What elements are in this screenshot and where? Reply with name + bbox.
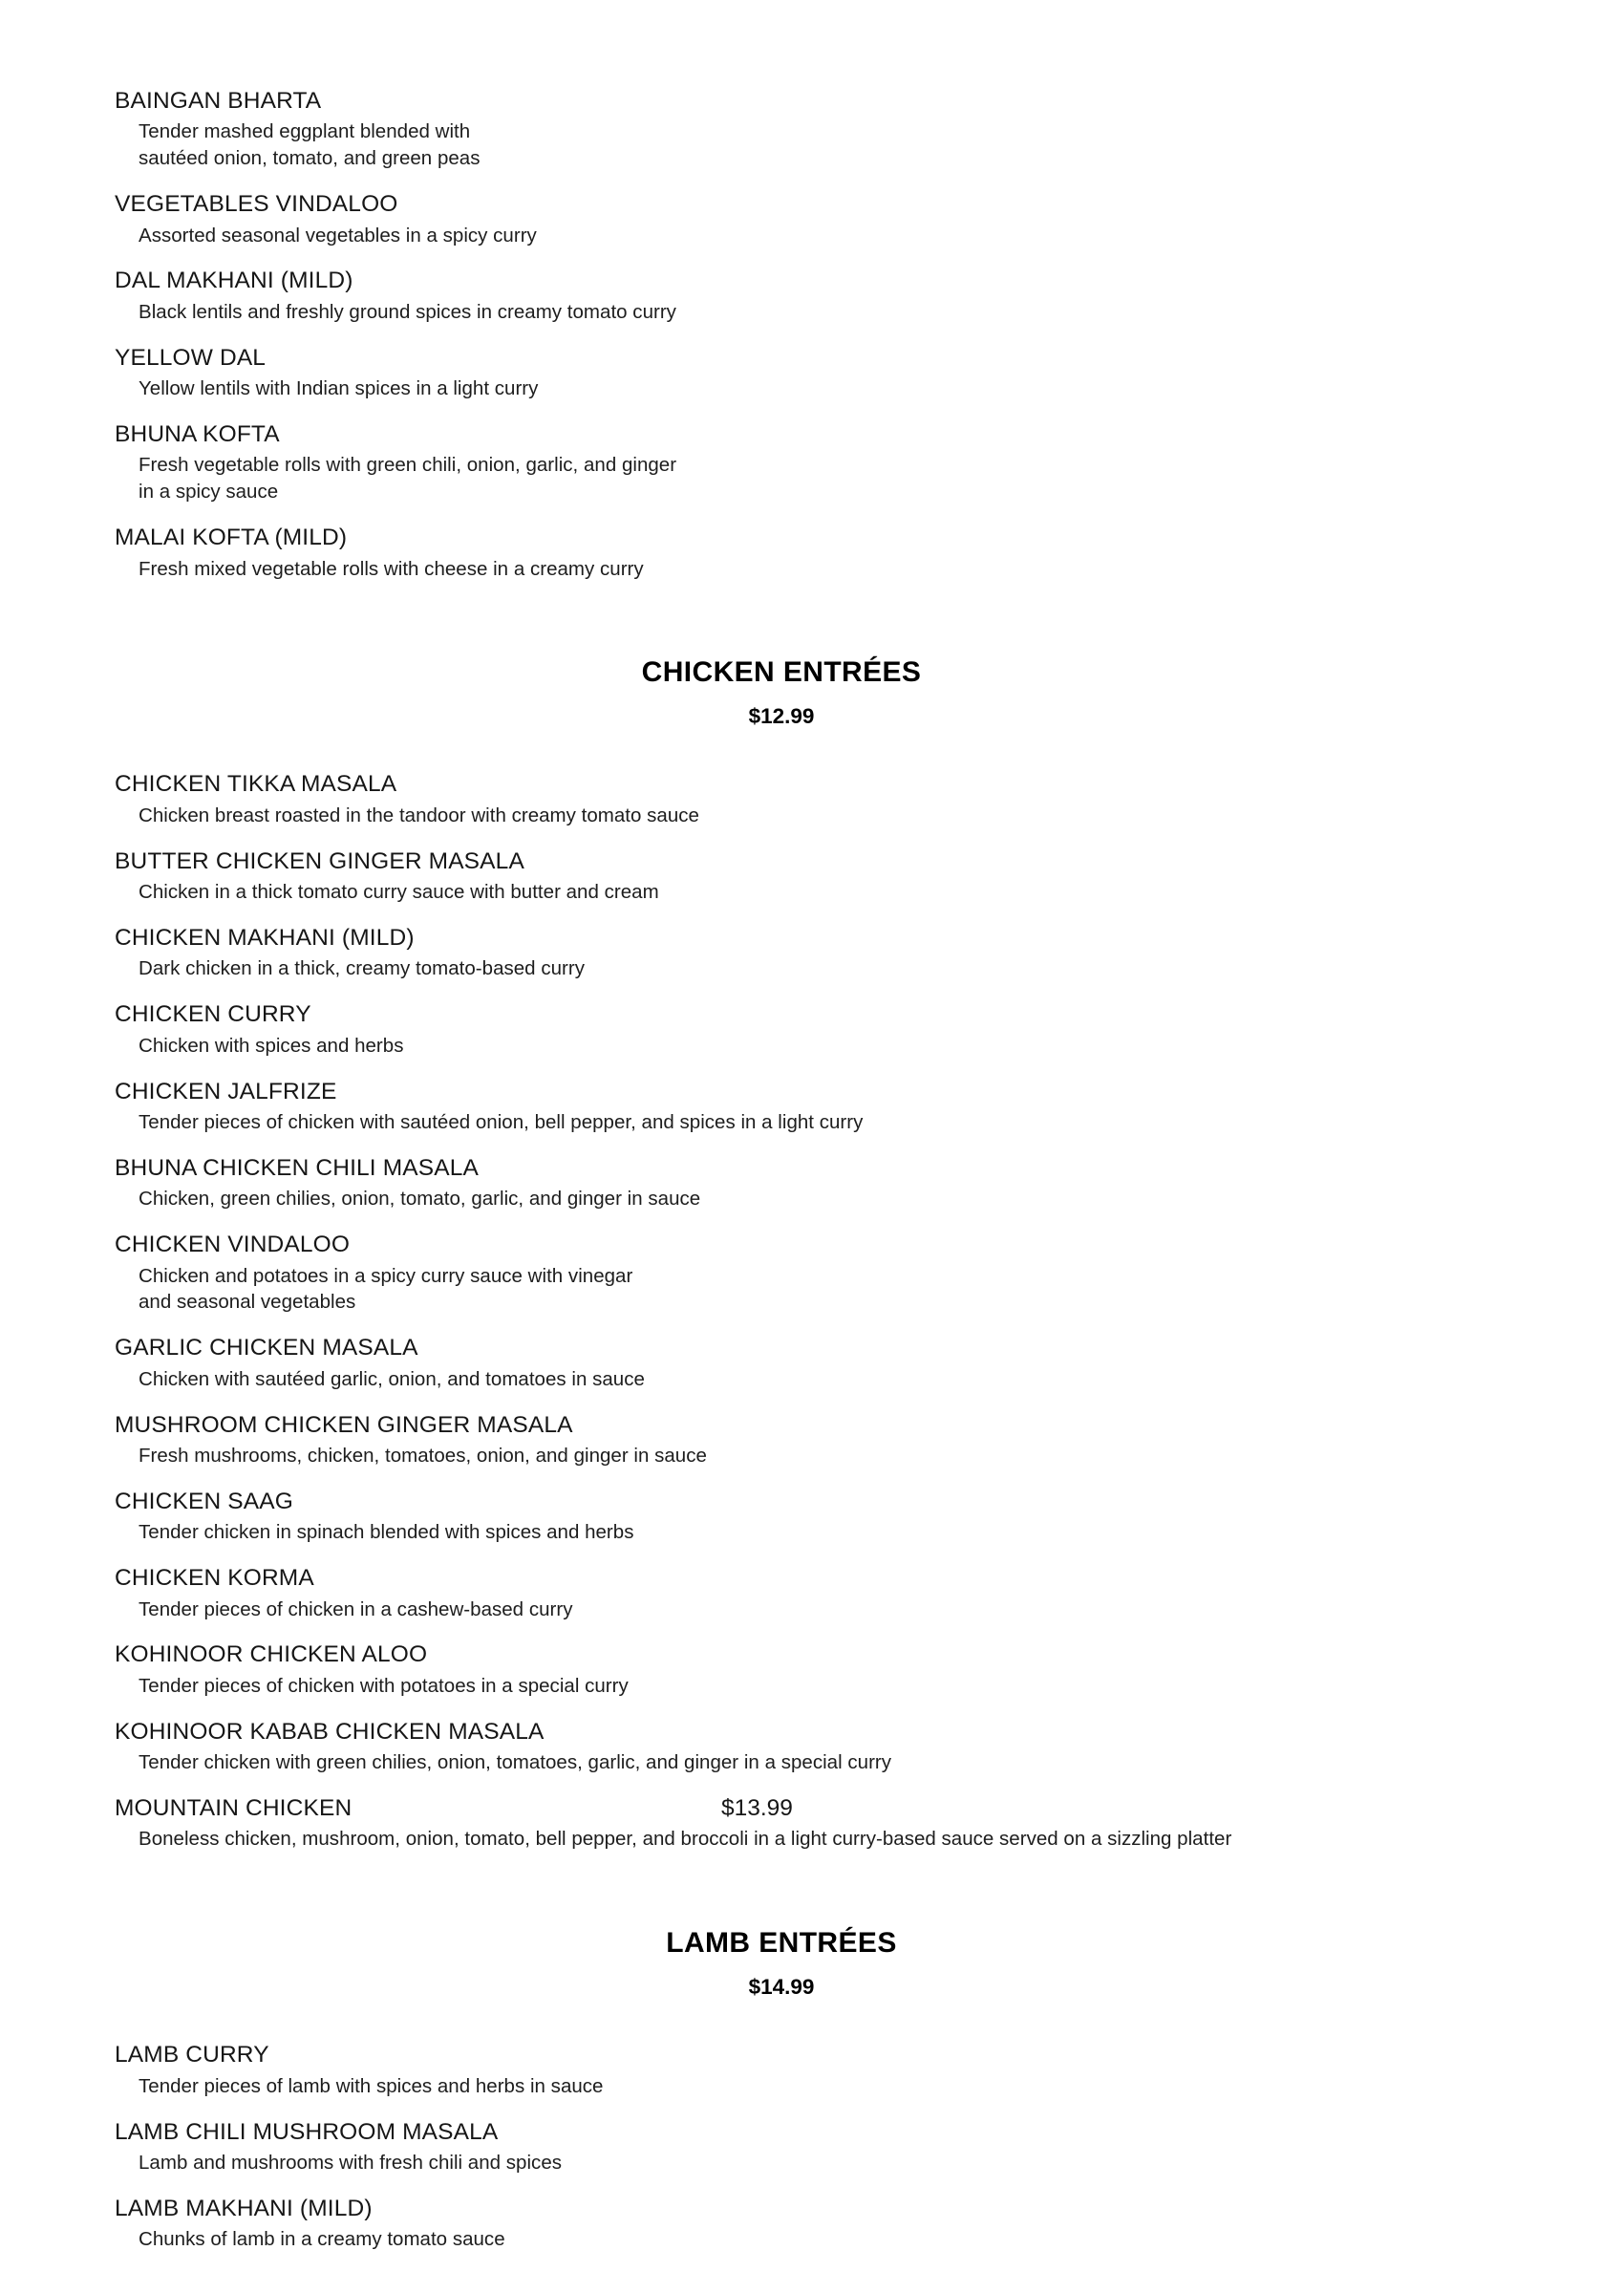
menu-item-description: [139, 1263, 1509, 1317]
menu-item-name: BAINGAN BHARTA: [115, 88, 322, 114]
menu-item-description-line: sautéed onion, tomato, and green peas: [139, 147, 481, 170]
menu-item-description: [139, 452, 1509, 505]
menu-item-price: $13.99: [721, 1794, 793, 1821]
menu-item-description: [139, 299, 1509, 326]
section-price: $14.99: [748, 1975, 815, 2000]
menu-item-name: KOHINOOR CHICKEN ALOO: [115, 1641, 428, 1668]
menu-item-description: [139, 879, 1509, 906]
menu-item: [115, 191, 1509, 248]
menu-item-description-line: Chicken, green chilies, onion, tomato, garlic, and ginger in sauce: [139, 1188, 701, 1211]
section-spacer: [115, 2000, 1509, 2042]
menu-item-description: [139, 2150, 1509, 2176]
menu-item-description-line: Chicken in a thick tomato curry sauce with butter and cream: [139, 881, 659, 904]
menu-item: [115, 1232, 1509, 1316]
menu-item-description-line: Chicken with sautéed garlic, onion, and tomatoes in sauce: [139, 1367, 645, 1390]
menu-item-name: CHICKEN TIKKA MASALA: [115, 771, 397, 798]
menu-item-description-line: Tender pieces of chicken in a cashew-based curry: [139, 1597, 573, 1620]
menu-item-description-line: Boneless chicken, mushroom, onion, tomato, bell pepper, and broccoli in a light curry-based sauce served on a sizzling platter: [139, 1828, 1232, 1851]
menu-item-name: BHUNA KOFTA: [115, 421, 280, 447]
menu-item-description: [139, 1749, 1509, 1776]
menu-item-description-line: Chunks of lamb in a creamy tomato sauce: [139, 2228, 505, 2251]
menu-item-name: YELLOW DAL: [115, 344, 267, 371]
menu-item-description-line: Tender chicken with green chilies, onion, tomatoes, garlic, and ginger in a special curry: [139, 1751, 892, 1774]
menu-item: [115, 1079, 1509, 1136]
menu-item-description: [139, 955, 1509, 982]
menu-item-description: [139, 1597, 1509, 1623]
section-price: $12.99: [748, 704, 815, 729]
menu-item-name: BUTTER CHICKEN GINGER MASALA: [115, 847, 524, 874]
menu-item-description-line: Yellow lentils with Indian spices in a light curry: [139, 377, 539, 400]
section-title: LAMB ENTRÉES: [666, 1927, 897, 1960]
menu-item-description-line: Tender chicken in spinach blended with spices and herbs: [139, 1521, 634, 1544]
menu-item-description: [139, 1519, 1509, 1546]
menu-item-description-line: Tender pieces of lamb with spices and herbs in sauce: [139, 2074, 604, 2097]
menu-item: [115, 1001, 1509, 1059]
menu-item-name: GARLIC CHICKEN MASALA: [115, 1335, 418, 1361]
menu-item-name: MALAI KOFTA (MILD): [115, 525, 348, 551]
section-title: CHICKEN ENTRÉES: [641, 656, 922, 689]
section-spacer: [115, 729, 1509, 771]
menu-item-description: [139, 2226, 1509, 2253]
menu-item-name: LAMB CURRY: [115, 2042, 269, 2068]
menu-item: [115, 345, 1509, 402]
menu-item: [115, 2042, 1509, 2099]
menu-item-description: [139, 1443, 1509, 1469]
menu-item-name: VEGETABLES VINDALOO: [115, 191, 398, 218]
menu-item-name: CHICKEN CURRY: [115, 1001, 311, 1028]
menu-item: [115, 2119, 1509, 2176]
menu-item-description: [139, 1366, 1509, 1393]
menu-item: [115, 2196, 1509, 2253]
menu-item: [115, 1489, 1509, 1546]
menu-item-name: CHICKEN SAAG: [115, 1488, 293, 1514]
menu-item: [115, 848, 1509, 906]
menu-item-name: CHICKEN JALFRIZE: [115, 1078, 337, 1104]
menu-item-description-line: Chicken with spices and herbs: [139, 1034, 404, 1057]
menu-item: [115, 1565, 1509, 1622]
menu-item-description-line: Fresh mixed vegetable rolls with cheese in a creamy curry: [139, 557, 644, 580]
menu-item-description: [139, 2073, 1509, 2100]
menu-item-description-line: Chicken breast roasted in the tandoor with creamy tomato sauce: [139, 804, 699, 826]
menu-item-description-line: Fresh vegetable rolls with green chili, onion, garlic, and ginger: [139, 454, 677, 477]
menu-item-name: BHUNA CHICKEN CHILI MASALA: [115, 1154, 480, 1181]
menu-item-description-line: Tender pieces of chicken with potatoes in a special curry: [139, 1674, 629, 1697]
menu-item-name: KOHINOOR KABAB CHICKEN MASALA: [115, 1718, 545, 1745]
menu-item-description: [139, 1826, 1509, 1853]
menu-item-description: [139, 375, 1509, 402]
menu-item-name: CHICKEN VINDALOO: [115, 1232, 351, 1258]
menu-item: [115, 525, 1509, 582]
menu-item-description: [139, 118, 1509, 172]
menu-item: [115, 1719, 1509, 1776]
menu-item-description-line: Assorted seasonal vegetables in a spicy curry: [139, 224, 537, 246]
menu-item: [115, 88, 1509, 172]
menu-item-description-line: and seasonal vegetables: [139, 1291, 356, 1314]
menu-item: [115, 925, 1509, 982]
menu-item-description-line: Chicken and potatoes in a spicy curry sauce with vinegar: [139, 1264, 633, 1287]
menu-item: [115, 1155, 1509, 1212]
menu-item: [115, 771, 1509, 828]
menu-item: [115, 1641, 1509, 1699]
menu-item-name: DAL MAKHANI (MILD): [115, 268, 353, 294]
menu-item-description: [139, 803, 1509, 829]
menu-item-description-line: Tender pieces of chicken with sautéed onion, bell pepper, and spices in a light curry: [139, 1110, 864, 1133]
menu-item-description-line: Tender mashed eggplant blended with: [139, 120, 471, 143]
section-spacer: [115, 601, 1509, 656]
menu-item-description: [139, 1186, 1509, 1212]
menu-item-description: [139, 223, 1509, 249]
menu-item-description-line: Fresh mushrooms, chicken, tomatoes, onion, and ginger in sauce: [139, 1444, 707, 1467]
menu-item: [115, 1335, 1509, 1392]
menu-item-description: [139, 1673, 1509, 1700]
menu-item-description-line: Black lentils and freshly ground spices in creamy tomato curry: [139, 300, 676, 323]
menu-item-name: CHICKEN KORMA: [115, 1565, 314, 1592]
menu-item-name: MOUNTAIN CHICKEN: [115, 1794, 353, 1821]
menu-item-name: LAMB CHILI MUSHROOM MASALA: [115, 2118, 499, 2145]
menu-item-description: [139, 556, 1509, 583]
menu-section-header: [115, 1927, 1509, 2000]
menu-item-description: [139, 1109, 1509, 1136]
menu-item-description-line: in a spicy sauce: [139, 481, 279, 504]
menu-item: [115, 1412, 1509, 1469]
menu-content: [115, 88, 1509, 2272]
menu-item-description-line: Lamb and mushrooms with fresh chili and spices: [139, 2151, 563, 2174]
menu-item: [115, 268, 1509, 325]
menu-item-name: LAMB MAKHANI (MILD): [115, 2195, 373, 2221]
menu-section-header: [115, 656, 1509, 729]
section-spacer: [115, 1872, 1509, 1927]
menu-item-description-line: Dark chicken in a thick, creamy tomato-based curry: [139, 957, 585, 980]
menu-item-name: MUSHROOM CHICKEN GINGER MASALA: [115, 1411, 573, 1438]
menu-item-name: CHICKEN MAKHANI (MILD): [115, 925, 415, 951]
menu-item: [115, 1795, 1509, 1853]
menu-item-description: [139, 1033, 1509, 1060]
menu-item: [115, 421, 1509, 505]
